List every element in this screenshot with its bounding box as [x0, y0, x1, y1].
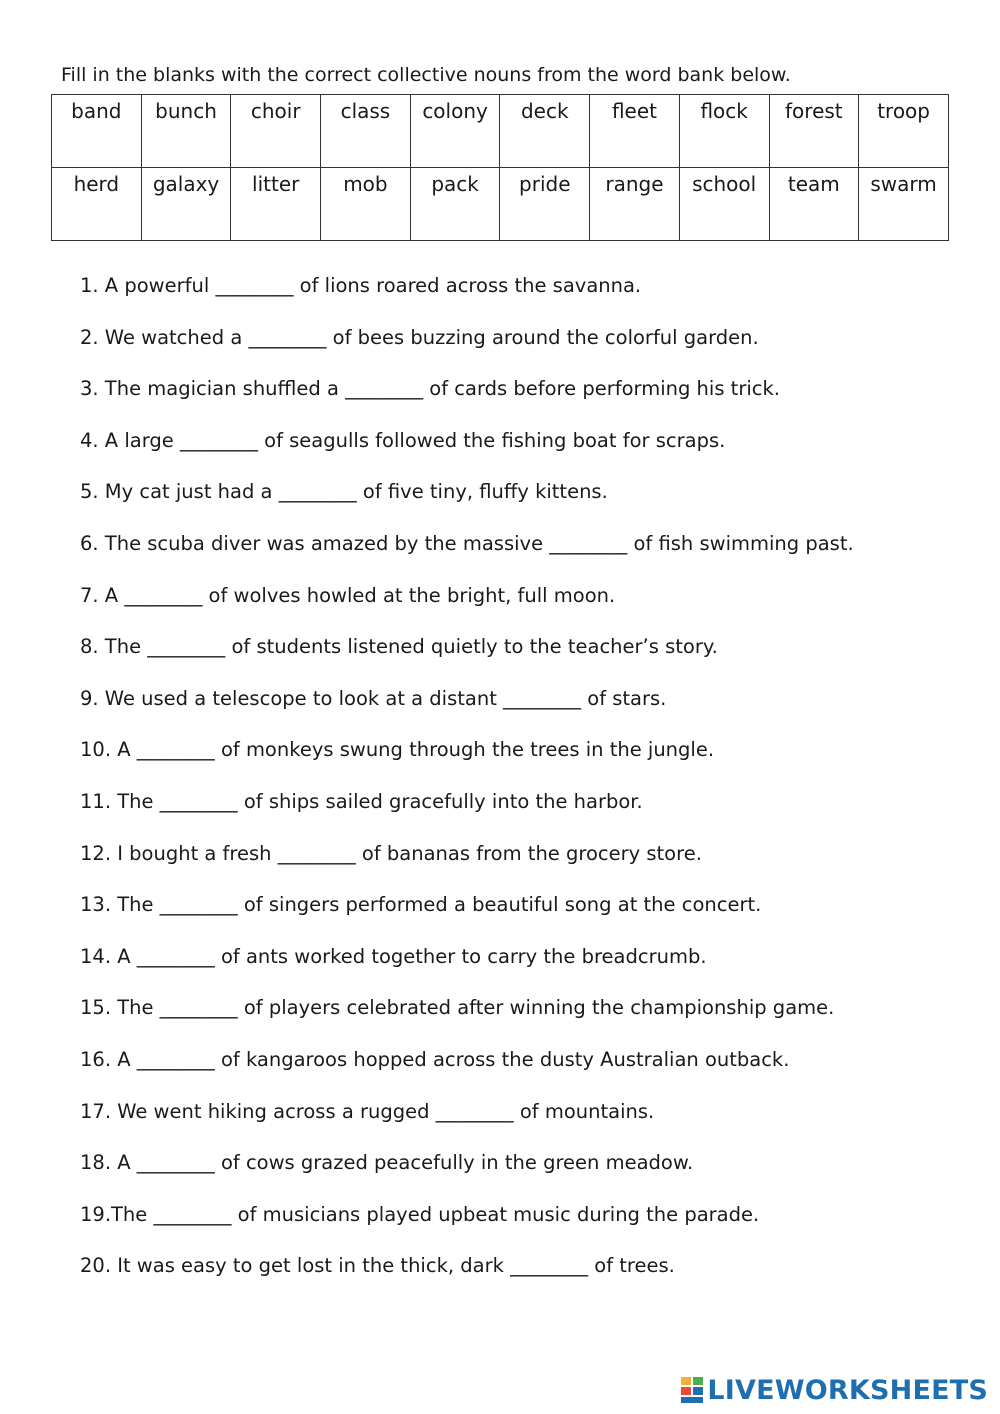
word-bank-cell: flock	[679, 95, 769, 168]
word-bank-table	[51, 94, 949, 241]
question-1: 1. A powerful ________ of lions roared across the savanna.	[80, 274, 642, 297]
question-11: 11. The ________ of ships sailed gracefully into the harbor.	[80, 790, 643, 813]
question-15: 15. The ________ of players celebrated after winning the championship game.	[80, 996, 835, 1020]
question-7: 7. A ________ of wolves howled at the bright, full moon.	[80, 583, 616, 607]
question-10: 10. A ________ of monkeys swung through the trees in the jungle.	[80, 738, 715, 762]
word-bank-cell: bunch	[141, 95, 231, 168]
question-2: 2. We watched a ________ of bees buzzing around the colorful garden.	[80, 325, 759, 349]
question-13: 13. The ________ of singers performed a beautiful song at the concert.	[80, 893, 762, 917]
question-17: 17. We went hiking across a rugged ________ of mountains.	[80, 1099, 655, 1123]
question-20: 20. It was easy to get lost in the thick, dark ________ of trees.	[80, 1254, 675, 1278]
word-bank-row	[52, 95, 949, 168]
word-bank-cell: pack	[410, 168, 500, 241]
word-bank-cell: litter	[231, 168, 321, 241]
word-bank-row	[52, 168, 949, 241]
question-9: 9. We used a telescope to look at a distant ________ of stars.	[80, 686, 667, 710]
word-bank-cell: mob	[321, 168, 411, 241]
instructions: Fill in the blanks with the correct collective nouns from the word bank below.	[61, 64, 791, 86]
liveworksheets-logo-icon	[681, 1375, 703, 1405]
word-bank-cell: forest	[769, 95, 859, 168]
question-6: 6. The scuba diver was amazed by the massive ________ of fish swimming past.	[80, 532, 854, 555]
word-bank-cell: deck	[500, 95, 590, 168]
question-8: 8. The ________ of students listened quietly to the teacher’s story.	[80, 635, 718, 659]
question-5: 5. My cat just had a ________ of five tiny, fluffy kittens.	[80, 480, 608, 504]
word-bank-cell: colony	[410, 95, 500, 168]
question-16: 16. A ________ of kangaroos hopped across the dusty Australian outback.	[80, 1048, 790, 1071]
word-bank-cell: class	[321, 95, 411, 168]
question-18: 18. A ________ of cows grazed peacefully in the green meadow.	[80, 1151, 694, 1175]
question-12: 12. I bought a fresh ________ of bananas from the grocery store.	[80, 841, 702, 865]
liveworksheets-logo-text: LIVEWORKSHEETS	[707, 1374, 988, 1406]
word-bank-cell: choir	[231, 95, 321, 168]
question-19: 19.The ________ of musicians played upbeat music during the parade.	[80, 1202, 760, 1226]
word-bank-cell: fleet	[590, 95, 680, 168]
word-bank-cell: band	[52, 95, 142, 168]
liveworksheets-logo	[681, 1372, 988, 1408]
word-bank-cell: school	[679, 168, 769, 241]
word-bank-cell: team	[769, 168, 859, 241]
word-bank-cell: range	[590, 168, 680, 241]
question-4: 4. A large ________ of seagulls followed the fishing boat for scraps.	[80, 428, 726, 452]
word-bank-cell: swarm	[859, 168, 949, 241]
word-bank-cell: troop	[859, 95, 949, 168]
word-bank-cell: herd	[52, 168, 142, 241]
question-3: 3. The magician shuffled a ________ of cards before performing his trick.	[80, 377, 780, 401]
question-14: 14. A ________ of ants worked together to carry the breadcrumb.	[80, 944, 707, 968]
word-bank-cell: pride	[500, 168, 590, 241]
word-bank-cell: galaxy	[141, 168, 231, 241]
